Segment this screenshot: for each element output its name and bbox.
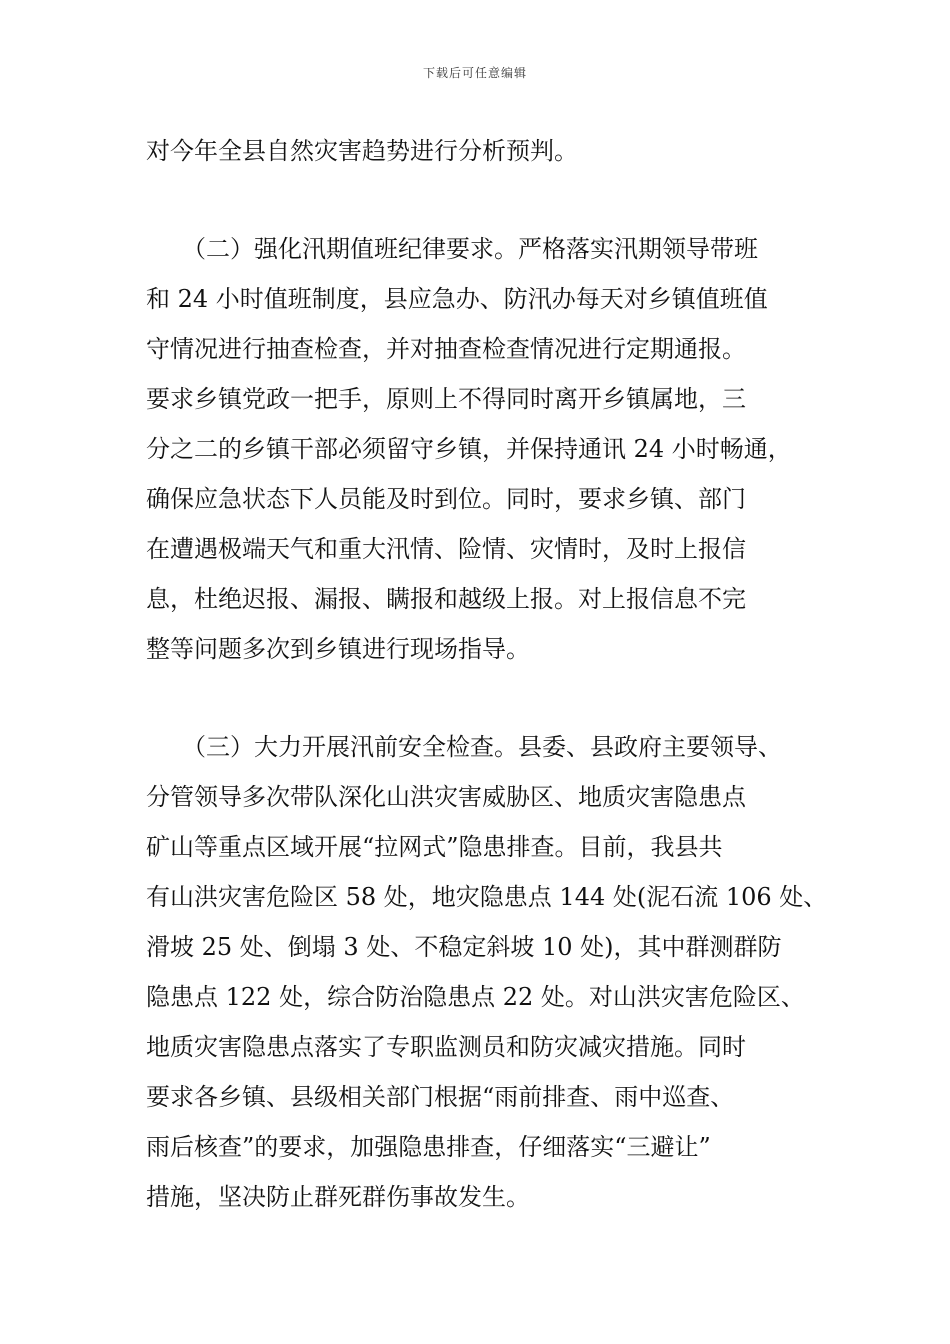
page-header: 下载后可任意编辑	[422, 66, 527, 80]
paragraph-3-line-6: 隐患点 122 处，综合防治隐患点 22 处。对山洪灾害危险区、	[146, 983, 805, 1011]
paragraph-3-line-10: 措施，坚决防止群死群伤事故发生。	[146, 1183, 530, 1211]
paragraph-2-line-2: 和 24 小时值班制度，县应急办、防汛办每天对乡镇值班值	[146, 285, 768, 313]
paragraph-3-line-3: 矿山等重点区域开展“拉网式”隐患排查。目前，我县共	[146, 833, 723, 861]
paragraph-2-line-3: 守情况进行抽查检查，并对抽查检查情况进行定期通报。	[146, 335, 746, 363]
paragraph-2-line-7: 在遭遇极端天气和重大汛情、险情、灾情时，及时上报信	[146, 535, 746, 563]
paragraph-3-line-1: （三）大力开展汛前安全检查。县委、县政府主要领导、	[182, 733, 782, 761]
paragraph-2-line-9: 整等问题多次到乡镇进行现场指导。	[146, 635, 530, 663]
paragraph-2-line-4: 要求乡镇党政一把手，原则上不得同时离开乡镇属地，三	[146, 385, 746, 413]
paragraph-3-line-2: 分管领导多次带队深化山洪灾害威胁区、地质灾害隐患点	[146, 783, 746, 811]
paragraph-3-line-5: 滑坡 25 处、倒塌 3 处、不稳定斜坡 10 处)，其中群测群防	[146, 933, 782, 961]
paragraph-2-line-5: 分之二的乡镇干部必须留守乡镇，并保持通讯 24 小时畅通，	[146, 435, 792, 463]
paragraph-3-line-8: 要求各乡镇、县级相关部门根据“雨前排查、雨中巡查、	[146, 1083, 735, 1111]
paragraph-1-line-1: 对今年全县自然灾害趋势进行分析预判。	[146, 137, 578, 165]
paragraph-3-line-7: 地质灾害隐患点落实了专职监测员和防灾减灾措施。同时	[146, 1033, 746, 1061]
paragraph-2-line-6: 确保应急状态下人员能及时到位。同时，要求乡镇、部门	[146, 485, 746, 513]
paragraph-3-line-9: 雨后核查”的要求，加强隐患排查，仔细落实“三避让”	[146, 1133, 711, 1161]
paragraph-2-line-8: 息，杜绝迟报、漏报、瞒报和越级上报。对上报信息不完	[146, 585, 746, 613]
paragraph-2-line-1: （二）强化汛期值班纪律要求。严格落实汛期领导带班	[182, 235, 758, 263]
paragraph-3-line-4: 有山洪灾害危险区 58 处，地灾隐患点 144 处(泥石流 106 处、	[146, 883, 828, 911]
